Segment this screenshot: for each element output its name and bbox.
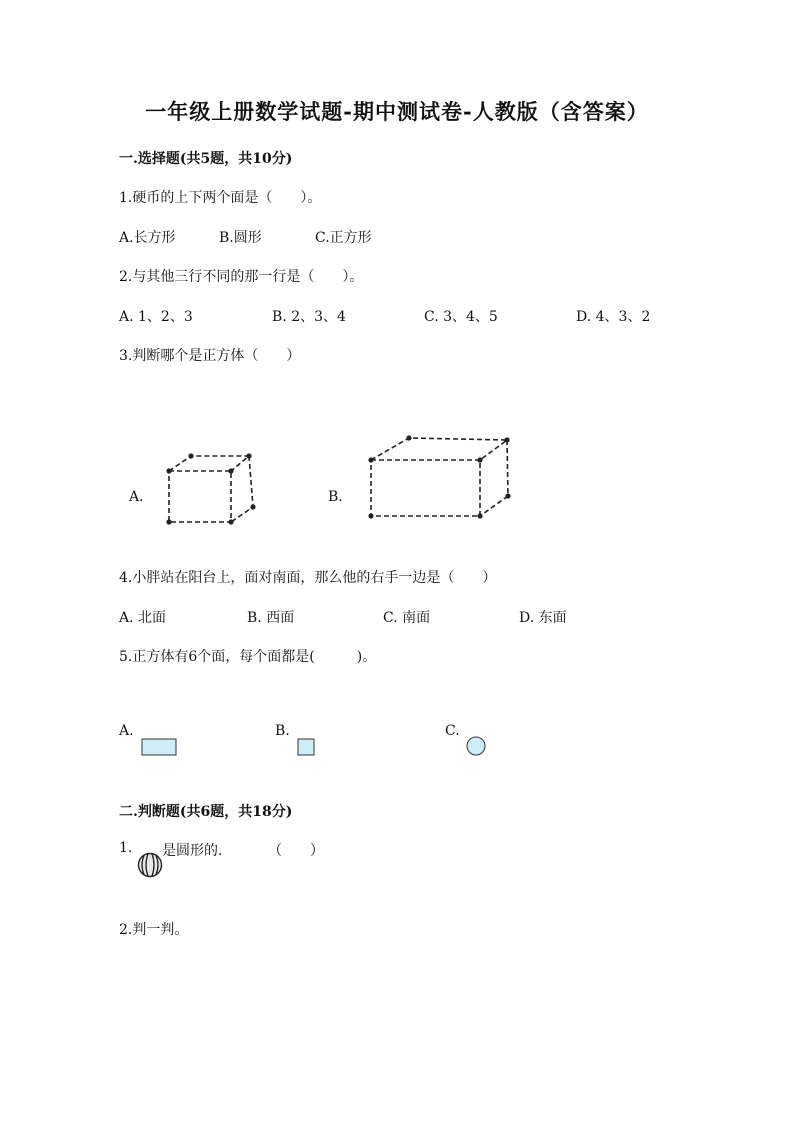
q5-option-b: B. xyxy=(275,723,290,739)
q1-option-b: B.圆形 xyxy=(219,230,262,246)
q3-option-b: B. xyxy=(328,489,343,505)
q4-option-a: A. 北面 xyxy=(119,610,167,626)
q1-text: 1.硬币的上下两个面是（ ）。 xyxy=(119,190,322,206)
s2-q2-text: 2.判一判。 xyxy=(119,922,189,938)
q2-option-a: A. 1、2、3 xyxy=(119,309,193,325)
q3-text: 3.判断哪个是正方体（ ） xyxy=(119,348,301,364)
q5-text: 5.正方体有6个面，每个面都是( )。 xyxy=(119,649,377,665)
q2-option-b: B. 2、3、4 xyxy=(272,309,346,325)
section1-heading: 一.选择题(共5题，共10分) xyxy=(119,151,293,167)
striped-ball-icon xyxy=(137,852,163,878)
q5-option-c: C. xyxy=(445,723,460,739)
q2-option-d: D. 4、3、2 xyxy=(576,309,651,325)
q3-cuboid-b-figure xyxy=(362,430,517,525)
q4-text: 4.小胖站在阳台上，面对南面，那么他的右手一边是（ ） xyxy=(119,570,497,586)
q3-option-a: A. xyxy=(129,489,144,505)
s2-q1-text: 是圆形的. xyxy=(162,843,223,859)
s2-q1-number: 1. xyxy=(119,840,133,856)
q2-text: 2.与其他三行不同的那一行是（ ）。 xyxy=(119,269,364,285)
q5-square-shape xyxy=(297,738,315,756)
q1-option-c: C.正方形 xyxy=(315,230,372,246)
q4-option-b: B. 西面 xyxy=(247,610,295,626)
page-title: 一年级上册数学试题-期中测试卷-人教版（含答案） xyxy=(145,99,649,124)
q5-option-a: A. xyxy=(119,723,134,739)
section2-heading: 二.判断题(共6题，共18分) xyxy=(119,804,293,820)
q5-rectangle-shape xyxy=(141,738,177,756)
q2-option-c: C. 3、4、5 xyxy=(424,309,498,325)
q5-circle-shape xyxy=(466,736,486,756)
s2-q1-bracket: （ ） xyxy=(268,843,324,859)
q1-option-a: A.长方形 xyxy=(119,230,176,246)
q4-option-d: D. 东面 xyxy=(519,610,567,626)
q4-option-c: C. 南面 xyxy=(383,610,431,626)
q3-cube-a-figure xyxy=(160,450,260,530)
